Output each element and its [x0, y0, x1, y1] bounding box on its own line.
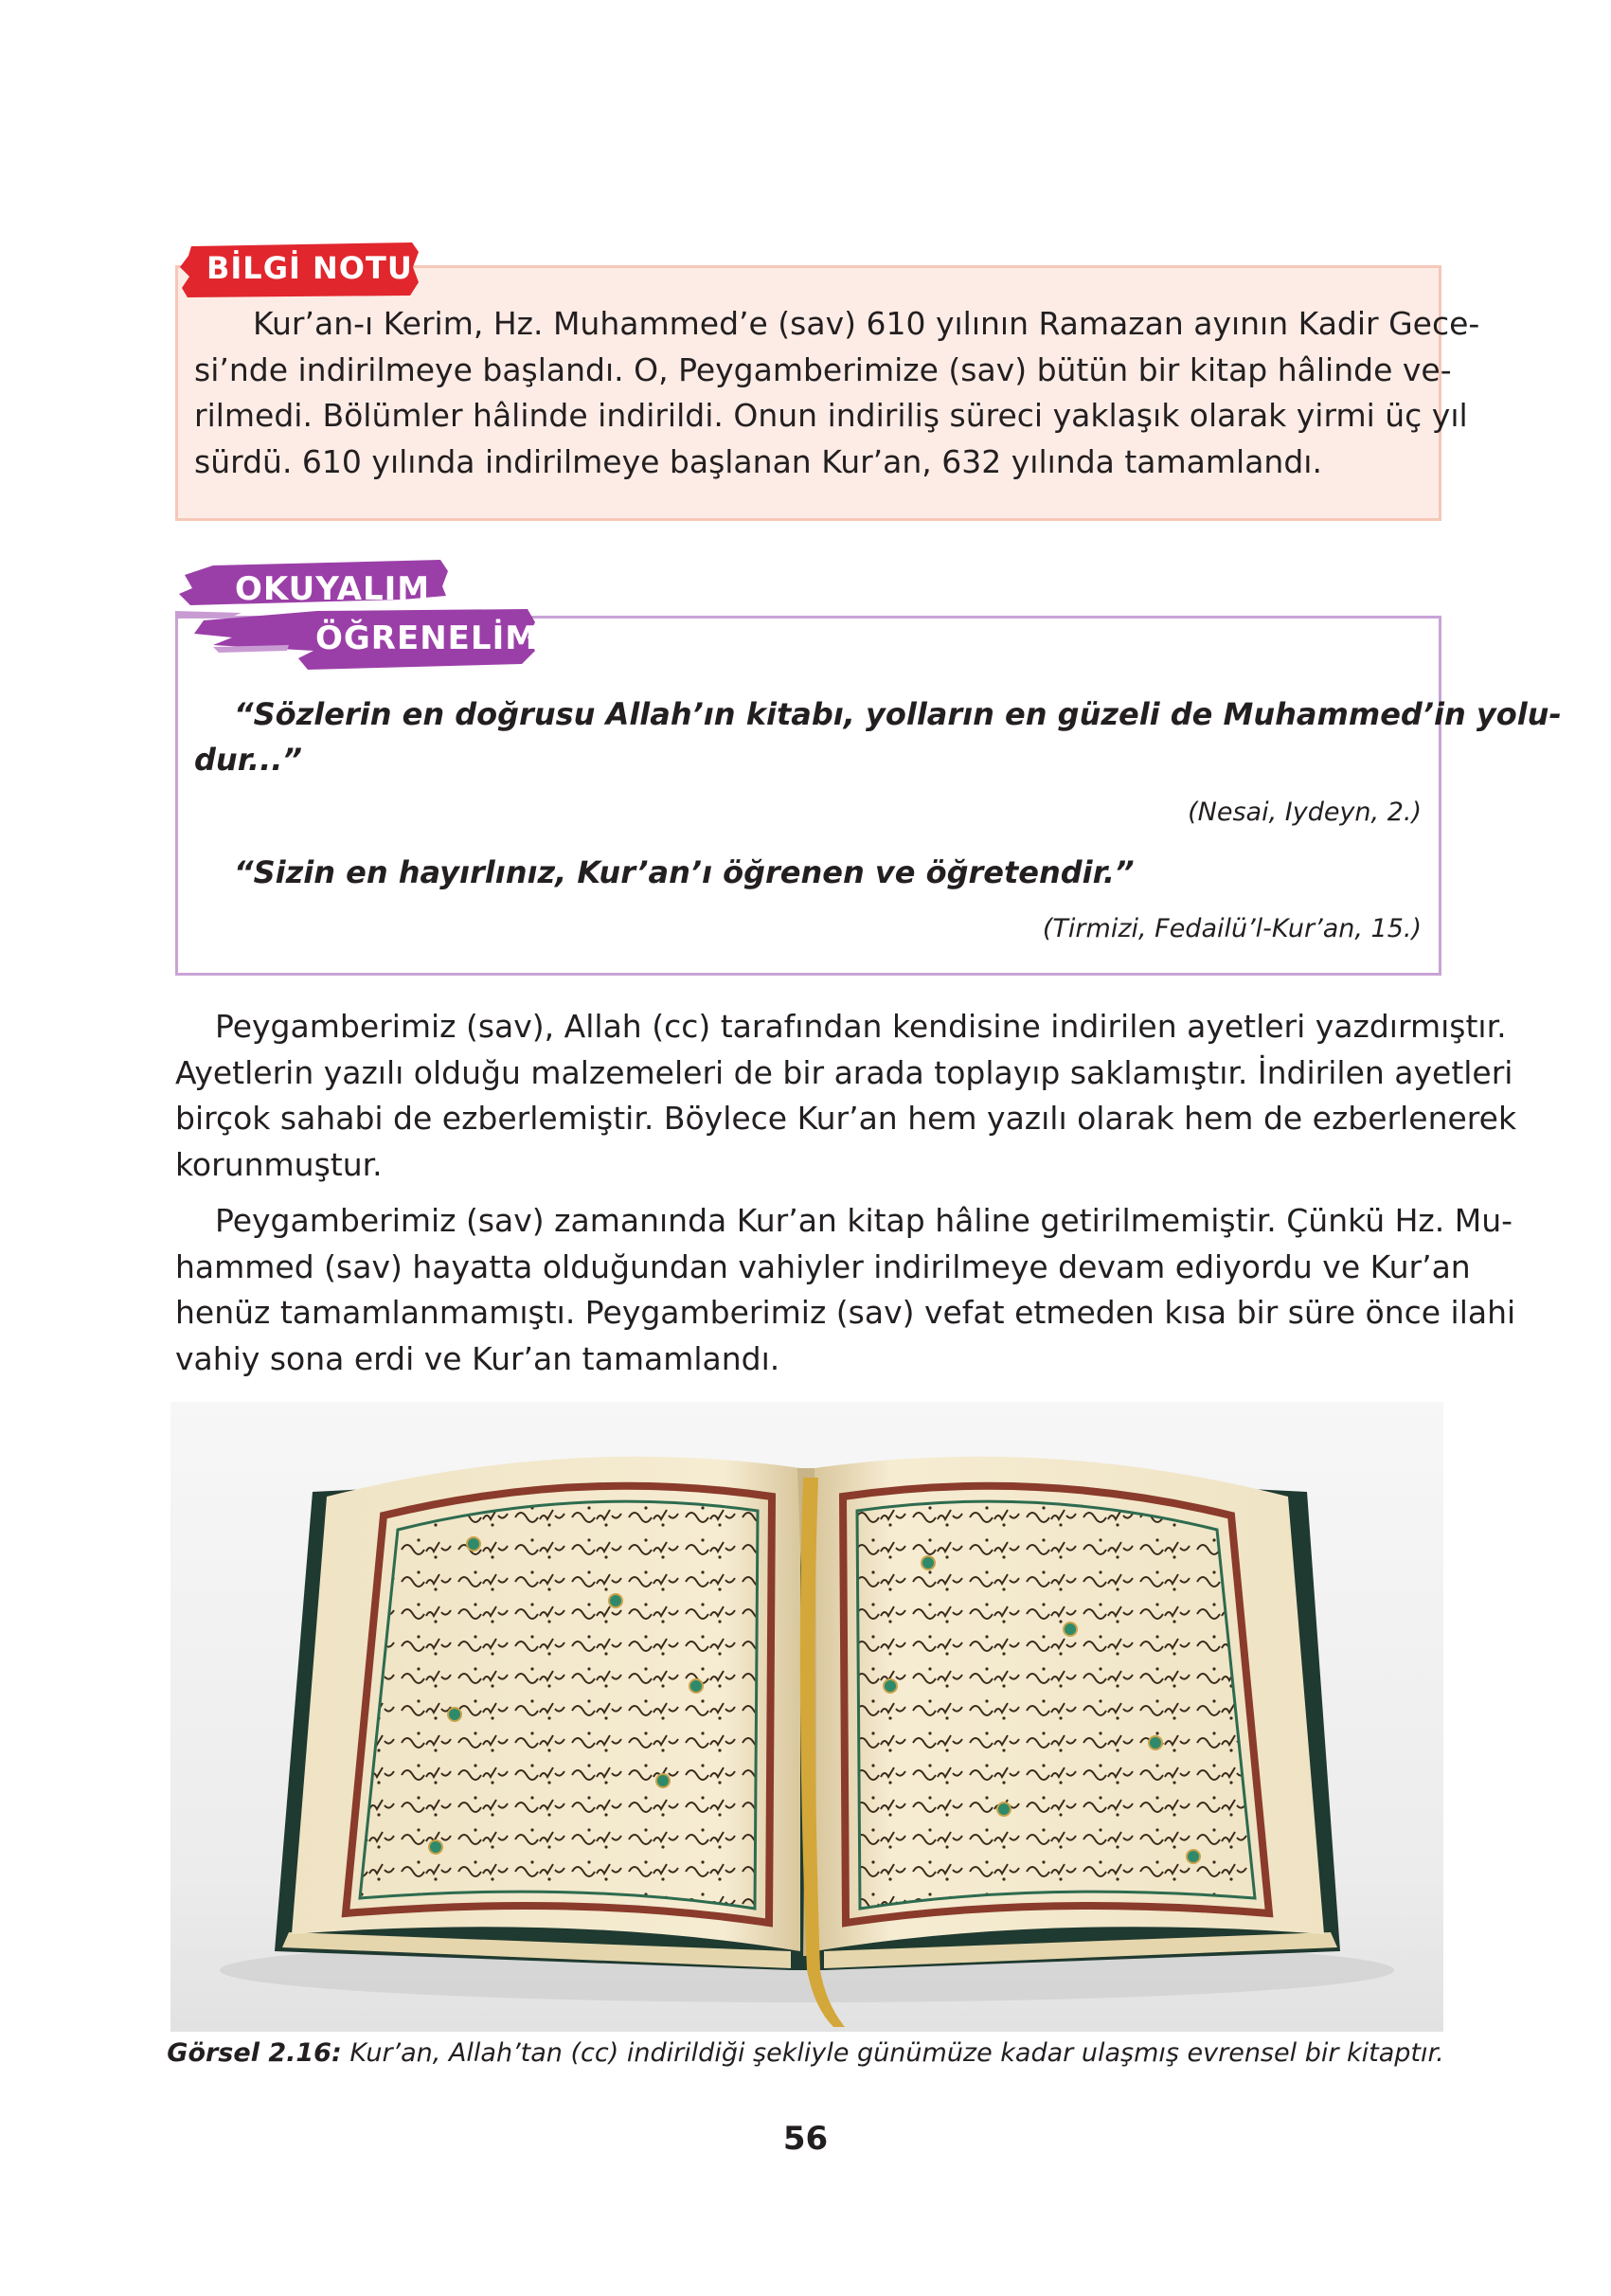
caption-label: Görsel 2.16: — [167, 2038, 342, 2068]
body-paragraph-2 — [175, 1198, 1516, 1382]
body-paragraph-1 — [175, 1004, 1517, 1188]
paragraph-line: vahiy sona erdi ve Kur’an tamamlandı. — [175, 1339, 780, 1377]
paragraph-line: birçok sahabi de ezberlemiştir. Böylece Kur’an hem yazılı olarak hem de ezberlenerek — [175, 1100, 1517, 1137]
read-learn-label-line2: ÖĞRENELİM — [315, 619, 539, 657]
quran-photo — [170, 1402, 1443, 2032]
quote-2: “Sizin en hayırlınız, Kur’an’ı öğrenen ve öğretendir.” — [234, 854, 1135, 890]
quote-1-source: (Nesai, Iydeyn, 2.) — [1188, 798, 1422, 827]
info-note-line: Kur’an-ı Kerim, Hz. Muhammed’e (sav) 610 yılının Ramazan ayının Kadir Gece- — [253, 305, 1480, 342]
paragraph-line: korunmuştur. — [175, 1145, 383, 1183]
caption-text: Kur’an, Allah’tan (cc) indirildiği şekliyle günümüze kadar ulaşmış evrensel bir kitaptır. — [341, 2038, 1444, 2068]
paragraph-line: Ayetlerin yazılı olduğu malzemeleri de bir arada toplayıp saklamıştır. İndirilen ayetleri — [175, 1053, 1513, 1091]
quote-1 — [194, 691, 1562, 782]
paragraph-line: hammed (sav) hayatta olduğundan vahiyler indirilmeye devam ediyordu ve Kur’an — [175, 1247, 1471, 1285]
paragraph-line: Peygamberimiz (sav), Allah (cc) tarafından kendisine indirilen ayetleri yazdırmıştır. — [215, 1008, 1507, 1045]
quote-1-line: “Sözlerin en doğrusu Allah’ın kitabı, yolların en güzeli de Muhammed’in yolu- — [234, 696, 1562, 732]
info-note-line: si’nde indirilmeye başlandı. O, Peygamberimize (sav) bütün bir kitap hâlinde ve- — [194, 350, 1452, 388]
info-note-line: sürdü. 610 yılında indirilmeye başlanan Kur’an, 632 yılında tamamlandı. — [194, 442, 1322, 480]
page-number: 56 — [782, 2120, 829, 2158]
figure-caption — [0, 2038, 1611, 2068]
read-learn-label-line1: OKUYALIM — [235, 570, 431, 608]
quote-2-source: (Tirmizi, Fedailü’l-Kur’an, 15.) — [1042, 914, 1422, 943]
info-note-text — [194, 301, 1480, 485]
paragraph-line: Peygamberimiz (sav) zamanında Kur’an kitap hâline getirilmemiştir. Çünkü Hz. Mu- — [215, 1202, 1513, 1239]
quote-1-line: dur...” — [194, 742, 302, 778]
info-note-label: BİLGİ NOTU — [206, 250, 413, 286]
open-book-illustration — [170, 1402, 1443, 2032]
info-note-line: rilmedi. Bölümler hâlinde indirildi. Onun indiriliş süreci yaklaşık olarak yirmi üç yıl — [194, 397, 1468, 434]
paragraph-line: henüz tamamlanmamıştı. Peygamberimiz (sav) vefat etmeden kısa bir süre önce ilahi — [175, 1294, 1516, 1331]
